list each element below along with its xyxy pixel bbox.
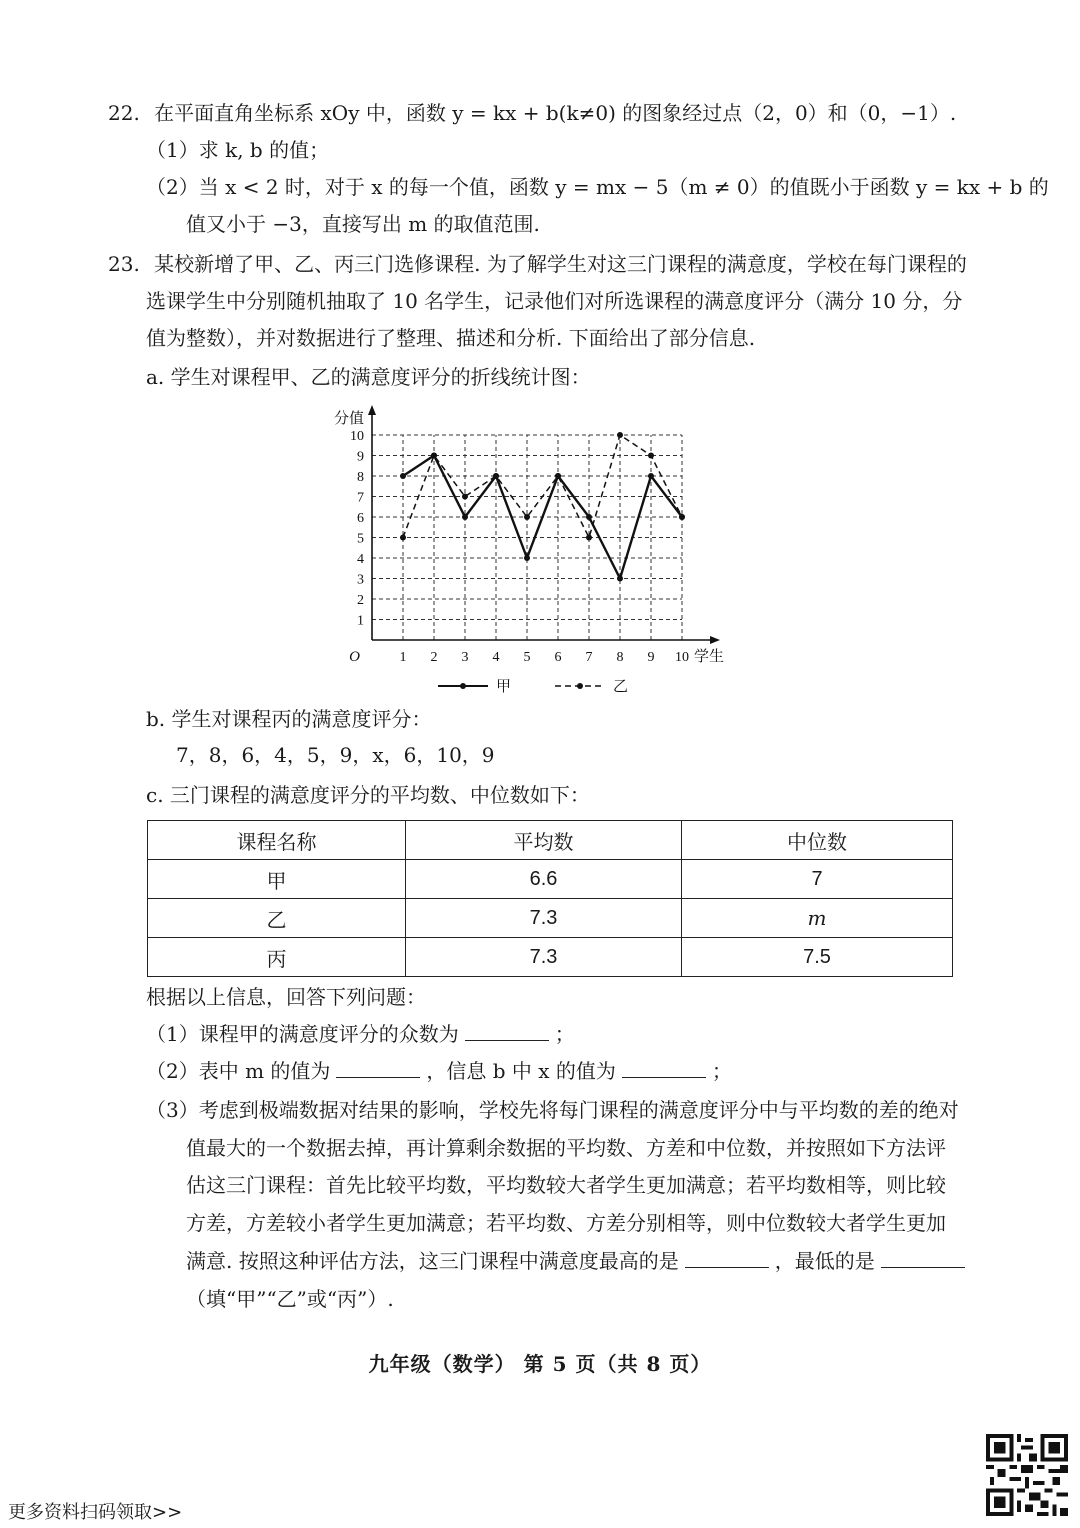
data-point: [586, 535, 592, 541]
x-tick-label: 9: [647, 650, 655, 665]
x-tick-label: 10: [675, 650, 689, 665]
q23-stem-line1: [108, 251, 967, 277]
q23-part3-line6: （填“甲”“乙”或“丙”）.: [186, 1287, 394, 1311]
q23-part3-line4: 方差，方差较小者学生更加满意；若平均数、方差分别相等，则中位数较大者学生更加: [186, 1211, 946, 1235]
q23-part3-line1: （3）考虑到极端数据对结果的影响，学校先将每门课程的满意度评分中与平均数的差的绝对: [146, 1098, 959, 1122]
origin-label: O: [349, 649, 360, 665]
y-tick-label: 2: [357, 593, 364, 608]
legend-swatch-point: [577, 683, 583, 689]
q23-part1-end: ；: [554, 1022, 575, 1046]
q23-info-a-label: a. 学生对课程甲、乙的满意度评分的折线统计图：: [146, 365, 591, 389]
data-point: [648, 453, 654, 459]
q23-stem-text1: 某校新增了甲、乙、丙三门选修课程. 为了解学生对这三门课程的满意度，学校在每门课程的: [154, 252, 967, 276]
q22-stem: [108, 100, 956, 126]
q23-info-c-label: c. 三门课程的满意度评分的平均数、中位数如下：: [146, 783, 590, 807]
data-point: [586, 514, 592, 520]
x-tick-label: 3: [461, 650, 469, 665]
y-tick-label: 9: [357, 449, 364, 465]
page-footer: 九年级（数学） 第 5 页（共 8 页）: [368, 1352, 712, 1376]
line-chart-svg: [320, 400, 740, 700]
answer-blank: [685, 1249, 769, 1268]
table-header-row: [148, 821, 953, 860]
y-tick-label: 3: [357, 572, 364, 588]
q23-part3-line5a: 满意. 按照这种评估方法，这三门课程中满意度最高的是: [186, 1249, 679, 1273]
q23-info-b-label: b. 学生对课程丙的满意度评分：: [146, 707, 432, 731]
y-axis-arrow: [368, 405, 376, 415]
table-header: 课程名称: [148, 821, 406, 860]
table-cell: 7.5: [682, 938, 953, 977]
y-tick-label: 5: [357, 531, 364, 547]
legend-entry: 甲: [496, 677, 512, 695]
table-cell: 甲: [148, 860, 406, 899]
q23-part2-text-b: ，信息 b 中 x 的值为: [426, 1059, 616, 1083]
answer-blank: [465, 1022, 549, 1041]
x-tick-label: 4: [492, 650, 500, 665]
y-tick-label: 7: [357, 490, 364, 506]
q23-part2-text-a: （2）表中 m 的值为: [146, 1059, 331, 1083]
q23-part1-text: （1）课程甲的满意度评分的众数为: [146, 1022, 459, 1046]
x-tick-label: 8: [616, 650, 624, 665]
x-axis-arrow: [710, 636, 720, 644]
table-cell: 6.6: [406, 860, 682, 899]
q22-part1: （1）求 k, b 的值；: [146, 138, 330, 162]
x-tick-label: 1: [399, 650, 407, 665]
table-header: 平均数: [406, 821, 682, 860]
q23-stem-line2: 选课学生中分别随机抽取了 10 名学生，记录他们对所选课程的满意度评分（满分 10 分，分: [146, 289, 963, 313]
table-row: [148, 938, 953, 977]
table-cell: 乙: [148, 899, 406, 938]
stats-table: [147, 820, 953, 977]
q23-info-b-values: 7，8，6，4，5，9，x，6，10，9: [176, 743, 495, 767]
data-point: [648, 473, 654, 479]
y-tick-label: 6: [357, 511, 364, 526]
promo-text: 更多资料扫码领取>>: [8, 1502, 183, 1523]
q22-stem-text: 在平面直角坐标系 xOy 中，函数 y = kx + b(k≠0) 的图象经过点（2，0）和（0，−1）.: [154, 101, 957, 125]
y-axis-label: 分值: [333, 409, 364, 427]
x-tick-label: 2: [430, 650, 438, 665]
data-point: [462, 494, 468, 500]
q23-stem-line3: 值为整数），并对数据进行了整理、描述和分析. 下面给出了部分信息.: [146, 326, 756, 350]
qr-code-icon[interactable]: [986, 1434, 1068, 1516]
data-point: [555, 473, 561, 479]
q23-part2: [146, 1058, 732, 1084]
legend-entry: 乙: [613, 677, 629, 695]
answer-blank: [622, 1059, 706, 1078]
data-point: [524, 555, 530, 561]
table-header: 中位数: [682, 821, 953, 860]
legend-swatch-point: [460, 683, 466, 689]
q23-part2-end: ；: [711, 1059, 732, 1083]
data-point: [679, 514, 685, 520]
q23-intro: 根据以上信息，回答下列问题：: [146, 985, 426, 1009]
q22-number: 22.: [108, 101, 140, 125]
answer-blank: [881, 1249, 965, 1268]
q23-part3-line5b: ，最低的是: [774, 1249, 875, 1273]
table-cell: m: [682, 899, 953, 938]
table-row: [148, 899, 953, 938]
data-point: [400, 535, 406, 541]
line-chart: [320, 400, 740, 700]
table-cell: 7.3: [406, 899, 682, 938]
series-line-2: [403, 435, 682, 538]
data-point: [524, 514, 530, 520]
data-point: [462, 514, 468, 520]
q22-part2-line1: （2）当 x < 2 时，对于 x 的每一个值，函数 y = mx − 5（m ≠ 0）的值既小于函数 y = kx + b 的: [146, 175, 1049, 199]
data-point: [617, 432, 623, 438]
data-point: [493, 473, 499, 479]
q22-part2-line2: 值又小于 −3，直接写出 m 的取值范围.: [186, 212, 540, 236]
y-tick-label: 8: [357, 470, 364, 485]
x-axis-label: 学生: [694, 647, 725, 665]
y-tick-label: 4: [357, 552, 364, 567]
q23-part3-line5: [186, 1248, 971, 1274]
table-cell: 7.3: [406, 938, 682, 977]
data-point: [400, 473, 406, 479]
q23-part3-line2: 值最大的一个数据去掉，再计算剩余数据的平均数、方差和中位数，并按照如下方法评: [186, 1136, 946, 1160]
data-point: [617, 576, 623, 582]
table-cell: 7: [682, 860, 953, 899]
q23-number: 23.: [108, 252, 140, 276]
table-row: [148, 860, 953, 899]
x-tick-label: 6: [554, 650, 562, 665]
q23-part1: [146, 1021, 575, 1047]
answer-blank: [336, 1059, 420, 1078]
data-point: [431, 453, 437, 459]
y-tick-label: 1: [357, 613, 364, 629]
q23-part3-line3: 估这三门课程：首先比较平均数，平均数较大者学生更加满意；若平均数相等，则比较: [186, 1173, 946, 1197]
y-tick-label: 10: [350, 429, 364, 444]
x-tick-label: 5: [523, 650, 531, 665]
x-tick-label: 7: [585, 650, 593, 665]
table-cell: 丙: [148, 938, 406, 977]
